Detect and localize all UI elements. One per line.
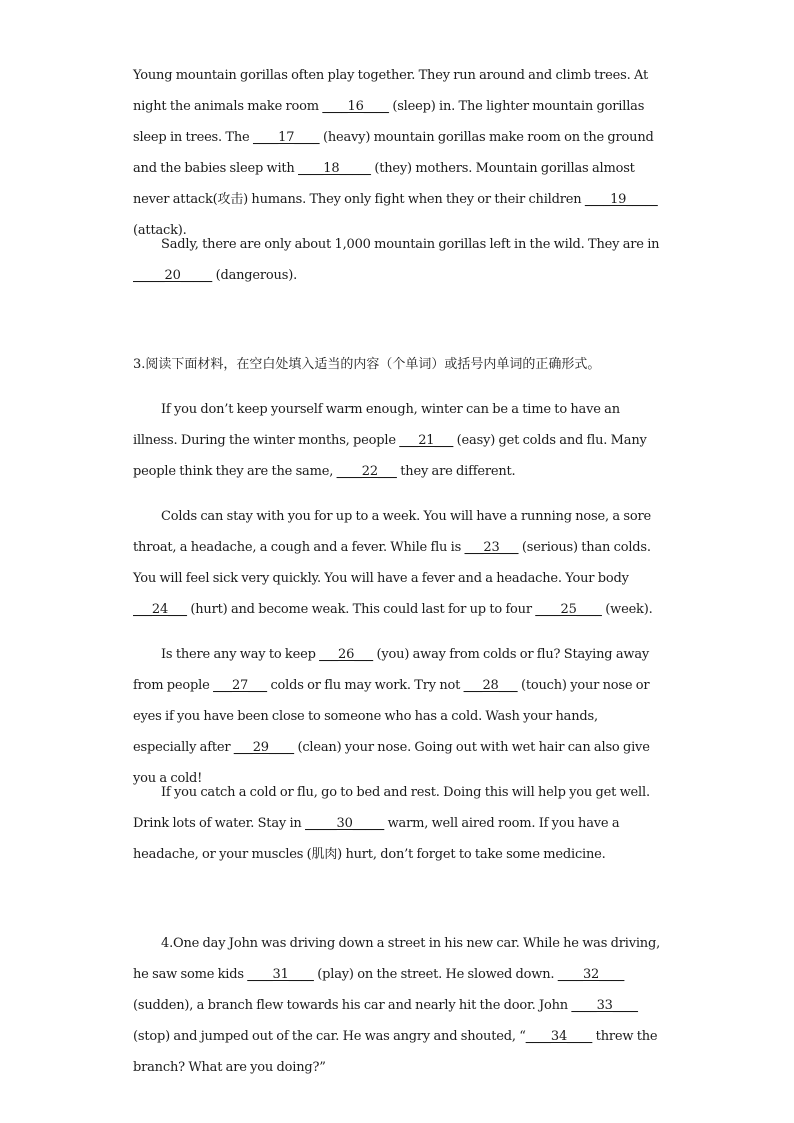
text: (heavy) mountain gorillas make room on the ground and the babies sleep with bbox=[133, 130, 654, 176]
text: Sadly, there are only about 1,000 mountain gorillas left in the wild. They are in bbox=[161, 237, 660, 252]
blank-30[interactable]: _____30_____ bbox=[305, 816, 385, 831]
text: (dangerous). bbox=[212, 268, 298, 283]
text: threw the branch? What are you doing?” bbox=[133, 1029, 658, 1075]
text: Is there any way to keep bbox=[161, 647, 320, 662]
blank-26[interactable]: ___26___ bbox=[319, 647, 374, 662]
text: Young mountain gorillas often play together. They run around and climb trees. At night the animals make room bbox=[133, 68, 648, 114]
text: (sudden), a branch flew towards his car and nearly hit the door. John bbox=[133, 998, 572, 1013]
text: they are different. bbox=[396, 464, 516, 479]
text: (hurt) and become weak. This could last for up to four bbox=[186, 602, 536, 617]
blank-31[interactable]: ____31____ bbox=[247, 967, 314, 982]
text: (serious) than colds. You will feel sick very quickly. You will have a fever and a headache. Your body bbox=[133, 540, 651, 586]
blank-27[interactable]: ___27___ bbox=[213, 678, 268, 693]
text: If you catch a cold or flu, go to bed and rest. Doing this will help you get well. Drink lots of water. Stay in bbox=[133, 785, 650, 831]
text: (week). bbox=[601, 602, 653, 617]
section3-paragraph-1 bbox=[133, 394, 661, 487]
passage2-paragraph-2 bbox=[133, 229, 661, 291]
text: (touch) your nose or eyes if you have been close to someone who has a cold. Wash your hands, especially after bbox=[133, 678, 650, 755]
text: (stop) and jumped out of the car. He was angry and shouted, “ bbox=[133, 1029, 526, 1044]
blank-19[interactable]: ____19_____ bbox=[584, 192, 658, 207]
section3-paragraph-4 bbox=[133, 777, 661, 870]
blank-28[interactable]: ___28___ bbox=[463, 678, 518, 693]
text: (they) mothers. Mountain gorillas almost never attack(攻击) humans. They only fight when they or their children bbox=[133, 161, 635, 207]
blank-22[interactable]: ____22___ bbox=[336, 464, 397, 479]
blank-18[interactable]: ____18_____ bbox=[298, 161, 371, 176]
section3-heading: 3.阅读下面材料，在空白处填入适当的内容（个单词）或括号内单词的正确形式。 bbox=[133, 357, 601, 372]
blank-34[interactable]: ____34____ bbox=[525, 1029, 593, 1044]
text: (you) away from colds or flu? Staying away from people bbox=[133, 647, 650, 693]
passage2-paragraph-1 bbox=[133, 60, 661, 246]
text: colds or flu may work. Try not bbox=[267, 678, 464, 693]
blank-16[interactable]: ____16____ bbox=[322, 99, 389, 114]
text: 4.One day John was driving down a street in his new car. While he was driving, he saw some kids bbox=[133, 936, 661, 982]
blank-17[interactable]: ____17____ bbox=[252, 130, 320, 145]
text: (easy) get colds and flu. Many people think they are the same, bbox=[133, 433, 647, 479]
blank-24[interactable]: ___24___ bbox=[133, 602, 187, 617]
section4-paragraph-1 bbox=[133, 928, 661, 1083]
section3-paragraph-2 bbox=[133, 501, 661, 625]
blank-32[interactable]: ____32____ bbox=[557, 967, 625, 982]
blank-21[interactable]: ___21___ bbox=[399, 433, 454, 448]
blank-20[interactable]: _____20_____ bbox=[133, 268, 213, 283]
text: warm, well aired room. If you have a headache, or your muscles (肌肉) hurt, don’t forget to take some medicine. bbox=[133, 816, 620, 862]
text: If you don’t keep yourself warm enough, winter can be a time to have an illness. During the winter months, people bbox=[133, 402, 620, 448]
blank-23[interactable]: ___23___ bbox=[464, 540, 519, 555]
section3-paragraph-3 bbox=[133, 639, 661, 794]
text: Colds can stay with you for up to a week. You will have a running nose, a sore throat, a headache, a cough and a fever. While flu is bbox=[133, 509, 651, 555]
blank-33[interactable]: ____33____ bbox=[571, 998, 638, 1013]
text: (clean) your nose. Going out with wet hair can also give you a cold! bbox=[133, 740, 650, 786]
text: (sleep) in. The lighter mountain gorillas sleep in trees. The bbox=[133, 99, 645, 145]
blank-25[interactable]: ____25____ bbox=[535, 602, 602, 617]
blank-29[interactable]: ___29____ bbox=[233, 740, 295, 755]
text: (play) on the street. He slowed down. bbox=[313, 967, 558, 982]
text: (attack). bbox=[133, 223, 187, 238]
